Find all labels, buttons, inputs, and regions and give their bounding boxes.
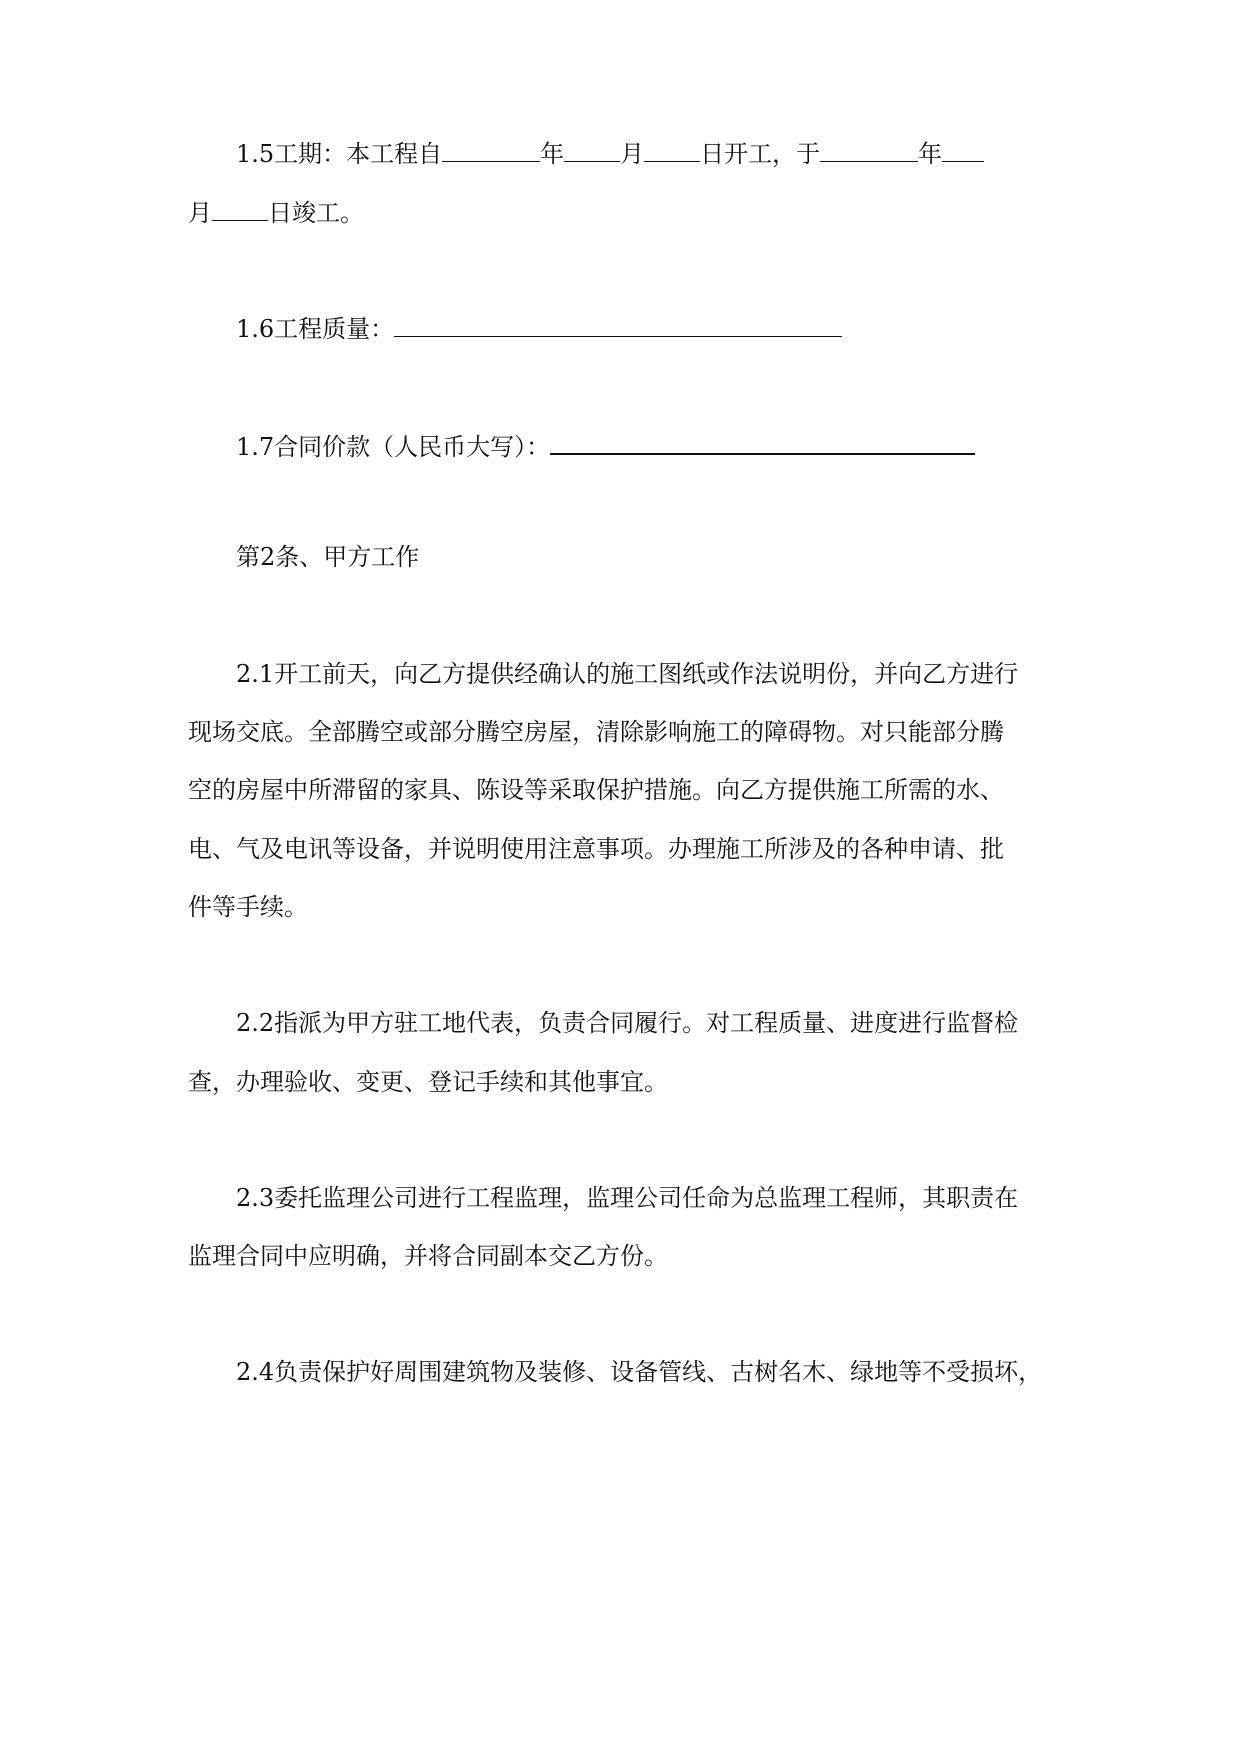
end-day-text: 日竣工。	[268, 199, 364, 227]
clause-2-1-line: 2.1开工前天，向乙方提供经确认的施工图纸或作法说明份，并向乙方进行	[236, 660, 1019, 688]
clause-2-1-line: 件等手续。	[188, 893, 308, 921]
clause-1-7-number: 1.7	[236, 433, 275, 461]
month-label: 月	[188, 199, 212, 227]
clause-1-5-label: 工期：本工程自	[274, 140, 443, 168]
clause-1-5-line-1	[236, 137, 1048, 169]
year-label: 年	[918, 140, 943, 168]
start-day-blank[interactable]	[644, 137, 700, 162]
clause-2-1-line: 电、气及电讯等设备，并说明使用注意事项。办理施工所涉及的各种申请、批	[188, 835, 1004, 863]
clause-1-6-label: 工程质量：	[274, 315, 395, 343]
clause-1-5-number: 1.5	[236, 140, 275, 168]
clause-2-1-line: 现场交底。全部腾空或部分腾空房屋，清除影响施工的障碍物。对只能部分腾	[188, 718, 1004, 746]
end-year-blank[interactable]	[820, 137, 918, 162]
quality-blank[interactable]	[394, 312, 842, 337]
start-day-text: 日开工，于	[700, 140, 821, 168]
clause-2-3-line: 监理合同中应明确，并将合同副本交乙方份。	[188, 1242, 668, 1270]
clause-2-3-line: 2.3委托监理公司进行工程监理，监理公司任命为总监理工程师，其职责在	[236, 1184, 1019, 1212]
clause-2-2-line: 查，办理验收、变更、登记手续和其他事宜。	[188, 1068, 668, 1096]
end-month-blank-part1[interactable]	[942, 137, 984, 162]
start-month-blank[interactable]	[564, 137, 620, 162]
clause-1-6	[236, 312, 1048, 344]
clause-2-4-line: 2.4负责保护好周围建筑物及装修、设备管线、古树名木、绿地等不受损坏，	[236, 1358, 1043, 1386]
clause-1-7	[236, 429, 1048, 462]
clause-2-2-line: 2.2指派为甲方驻工地代表，负责合同履行。对工程质量、进度进行监督检	[236, 1009, 1019, 1037]
clause-1-7-label: 合同价款（人民币大写）：	[274, 433, 551, 461]
month-label: 月	[620, 140, 645, 168]
clause-1-5-line-2	[188, 196, 1048, 228]
year-label: 年	[540, 140, 565, 168]
start-year-blank[interactable]	[442, 137, 540, 162]
clause-2-1-line: 空的房屋中所滞留的家具、陈设等采取保护措施。向乙方提供施工所需的水、	[188, 776, 1004, 804]
article-2-heading: 第2条、甲方工作	[236, 543, 420, 571]
end-day-blank[interactable]	[212, 196, 268, 221]
contract-price-blank[interactable]	[550, 429, 975, 455]
clause-1-6-number: 1.6	[236, 315, 275, 343]
